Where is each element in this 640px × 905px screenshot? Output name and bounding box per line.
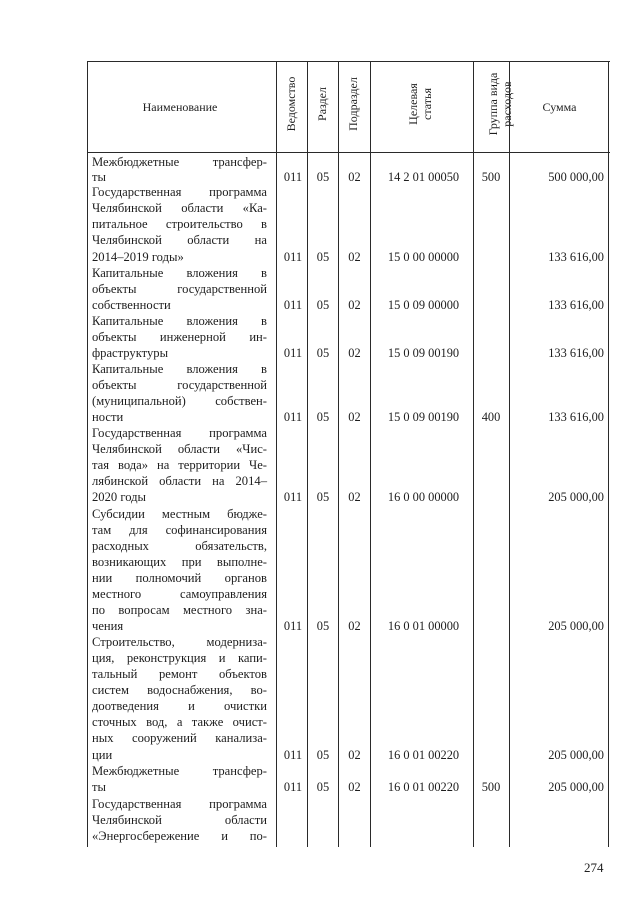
col-divider (276, 61, 277, 847)
cell-razdel: 05 (316, 298, 330, 312)
row-name-line: фраструктуры (92, 346, 169, 360)
cell-cs: 15 0 09 00000 (387, 298, 460, 312)
cell-razdel: 05 (316, 780, 330, 794)
row-name-line: ных сооружений канализа- (92, 731, 267, 745)
row-name-line: Капитальные вложения в (92, 362, 267, 376)
header-vr-line2: расходов (500, 81, 514, 127)
page-number: 274 (584, 860, 604, 875)
cell-cs: 15 0 09 00190 (387, 410, 460, 424)
header-cs-line1: Целевая (406, 83, 420, 125)
cell-podrazdel: 02 (348, 780, 361, 794)
row-name-line: ты (92, 170, 106, 184)
col-divider (307, 61, 308, 847)
header-sum: Сумма (542, 100, 577, 114)
row-name-line: по вопросам местного зна- (92, 603, 267, 617)
row-name-line: Челябинской области на (92, 233, 267, 247)
row-name-line: Капитальные вложения в (92, 314, 267, 328)
cell-sum: 205 000,00 (548, 780, 604, 794)
cell-ved: 011 (283, 298, 303, 312)
cell-sum: 205 000,00 (548, 490, 604, 504)
header-cs-line2: статья (420, 88, 434, 120)
row-name-line: 2020 годы (92, 490, 146, 504)
cell-ved: 011 (283, 748, 303, 762)
cell-podrazdel: 02 (348, 250, 361, 264)
col-divider (473, 61, 474, 847)
col-divider (509, 61, 510, 847)
row-name-line: Межбюджетные трансфер- (92, 764, 267, 778)
table-left-border (87, 61, 88, 847)
row-name-line: возникающих при выполне- (92, 555, 267, 569)
cell-ved: 011 (283, 780, 303, 794)
cell-podrazdel: 02 (348, 619, 361, 633)
row-name-line: Капитальные вложения в (92, 266, 267, 280)
row-name-line: Строительство, модерниза- (92, 635, 267, 649)
row-name-line: чения (92, 619, 124, 633)
cell-sum: 133 616,00 (548, 410, 604, 424)
table-right-border (608, 61, 609, 847)
row-name-line: (муниципальной) собствен- (92, 394, 267, 408)
cell-sum: 133 616,00 (548, 298, 604, 312)
cell-vr: 500 (481, 170, 501, 184)
row-name-line: объекты государственной (92, 378, 267, 392)
row-name-line: собственности (92, 298, 171, 312)
row-name-line: сточных вод, а также очист- (92, 715, 267, 729)
row-name-line: нии полномочий органов (92, 571, 267, 585)
cell-razdel: 05 (316, 490, 330, 504)
cell-ved: 011 (283, 250, 303, 264)
row-name-line: Челябинской области «Чис- (92, 442, 267, 456)
cell-razdel: 05 (316, 410, 330, 424)
row-name-line: доотведения и очистки (92, 699, 267, 713)
cell-sum: 205 000,00 (548, 748, 604, 762)
row-name-line: «Энергосбережение и по- (92, 829, 267, 843)
row-name-line: ты (92, 780, 106, 794)
cell-ved: 011 (283, 410, 303, 424)
row-name-line: тая вода» на территории Че- (92, 458, 267, 472)
row-name-line: Государственная программа (92, 797, 267, 811)
header-name: Наименование (142, 100, 218, 114)
cell-cs: 16 0 01 00000 (387, 619, 460, 633)
row-name-line: расходных обязательств, (92, 539, 267, 553)
cell-cs: 16 0 00 00000 (387, 490, 460, 504)
row-name-line: ности (92, 410, 124, 424)
cell-podrazdel: 02 (348, 346, 361, 360)
row-name-line: Челябинской области (92, 813, 267, 827)
cell-sum: 133 616,00 (548, 250, 604, 264)
cell-cs: 16 0 01 00220 (387, 780, 460, 794)
cell-vr: 400 (481, 410, 501, 424)
row-name-line: Государственная программа (92, 185, 267, 199)
row-name-line: Государственная программа (92, 426, 267, 440)
row-name-line: Межбюджетные трансфер- (92, 155, 267, 169)
col-divider (338, 61, 339, 847)
header-vr-line1: Группа вида (486, 72, 500, 136)
cell-podrazdel: 02 (348, 298, 361, 312)
row-name-line: объекты государственной (92, 282, 267, 296)
header-ved: Ведомство (284, 76, 298, 132)
row-name-line: систем водоснабжения, во- (92, 683, 267, 697)
col-divider (370, 61, 371, 847)
cell-razdel: 05 (316, 619, 330, 633)
row-name-line: объекты инженерной ин- (92, 330, 267, 344)
row-name-line: питальное строительство в (92, 217, 267, 231)
cell-sum: 500 000,00 (548, 170, 604, 184)
cell-cs: 16 0 01 00220 (387, 748, 460, 762)
cell-cs: 15 0 09 00190 (387, 346, 460, 360)
header-bottom-border (87, 152, 610, 153)
row-name-line: лябинской области на 2014– (92, 474, 267, 488)
cell-podrazdel: 02 (348, 490, 361, 504)
row-name-line: ции (92, 748, 113, 762)
header-podrazdel: Подраздел (346, 77, 360, 131)
cell-sum: 133 616,00 (548, 346, 604, 360)
cell-cs: 14 2 01 00050 (387, 170, 460, 184)
cell-razdel: 05 (316, 250, 330, 264)
header-razdel: Раздел (315, 87, 329, 121)
cell-podrazdel: 02 (348, 170, 361, 184)
row-name-line: тальный ремонт объектов (92, 667, 267, 681)
row-name-line: Субсидии местным бюдже- (92, 507, 267, 521)
table-top-border (87, 61, 610, 62)
cell-cs: 15 0 00 00000 (387, 250, 460, 264)
cell-ved: 011 (283, 490, 303, 504)
row-name-line: Челябинской области «Ка- (92, 201, 267, 215)
cell-podrazdel: 02 (348, 410, 361, 424)
cell-ved: 011 (283, 346, 303, 360)
cell-razdel: 05 (316, 346, 330, 360)
cell-ved: 011 (283, 170, 303, 184)
cell-ved: 011 (283, 619, 303, 633)
cell-podrazdel: 02 (348, 748, 361, 762)
row-name-line: ция, реконструкция и капи- (92, 651, 267, 665)
row-name-line: там для софинансирования (92, 523, 267, 537)
cell-vr: 500 (481, 780, 501, 794)
cell-sum: 205 000,00 (548, 619, 604, 633)
row-name-line: 2014–2019 годы» (92, 250, 184, 264)
cell-razdel: 05 (316, 170, 330, 184)
cell-razdel: 05 (316, 748, 330, 762)
row-name-line: местного самоуправления (92, 587, 267, 601)
